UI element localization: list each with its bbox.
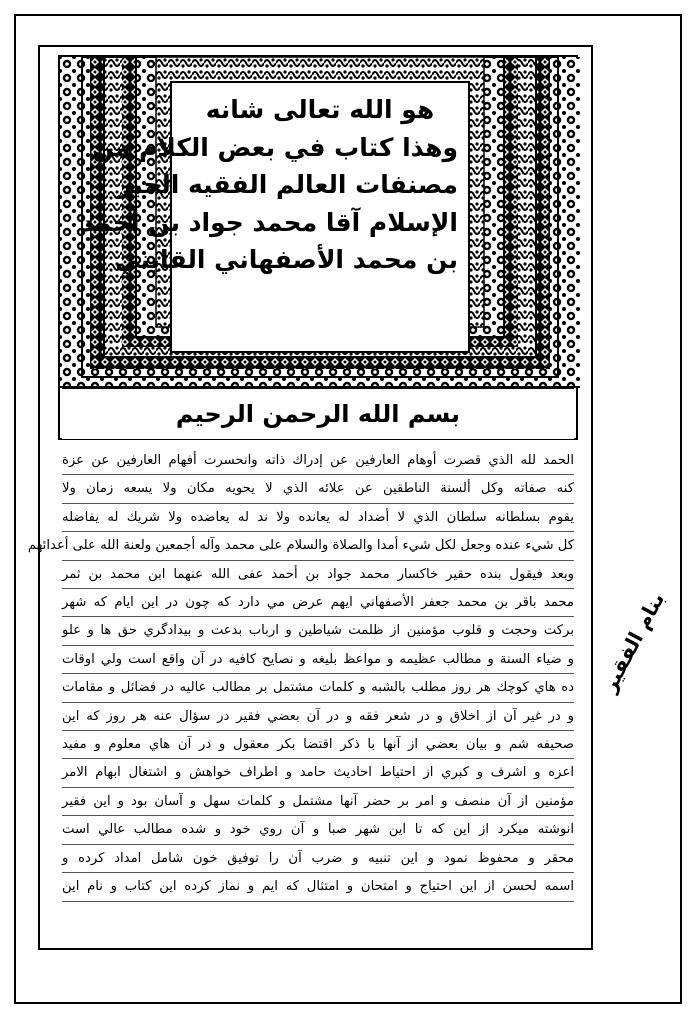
text-line: و ضياء السنة و مطالب عظيمه و مواعظ بليغه و نصايح كافيه در آن واقع است ولي اوقات [62, 646, 574, 674]
footer-mark [314, 1006, 374, 1014]
text-line: كل شيء عنده وجعل لكل شيء أمدا والصلاة والسلام على محمد وآله أجمعين ولعنة الله على أعدائهم [62, 532, 574, 560]
text-line: اسمه لحسن از اين احتياج و امتحان و امتثال كه ايم و نماز كرده اين كتاب و نام اين [62, 873, 574, 901]
text-line: اعزه و اشرف و كبري از احتياط احاديث حامد و اطراف خواهش و اشتغال ابهام الامر [62, 759, 574, 787]
text-line: محقر و محفوظ نمود و اين تنبيه و ضرب آن را توفيق خون شامل امداد كرده و [62, 845, 574, 873]
text-line: كنه صفاته وكل ألسنة الناطقين عن علائه الذي لا يحويه مكان ولا يسعه زمان ولا [62, 475, 574, 503]
title-line: هو الله تعالى شانه [205, 95, 435, 124]
text-line: محمد باقر بن محمد جعفر الأصفهاني ايهم عرض مي دارد كه چون در اين ايام كه شهر [62, 589, 574, 617]
text-line: الحمد لله الذي قصرت أوهام العارفين عن إدراك ذاته وانحسرت أفهام العارفين عن عزة [62, 447, 574, 475]
text-line: وبعد فيقول بنده حقير خاكسار محمد جواد بن أحمد عفى الله عنهما ابن محمد بن ثمر [62, 561, 574, 589]
manuscript-body-text [27, 445, 578, 950]
footer-area [14, 1004, 682, 1020]
margin-annotation-text: بنام الفقير [596, 588, 670, 696]
title-line: وهذا كتاب في بعض الكلام من [92, 132, 458, 162]
text-line: و در غير آن از اخلاق و در شعر فقه و در آن بعضي فقير در سؤال عنه هر روز كه اين [62, 703, 574, 731]
title-line: بن محمد الأصفهاني القايني [115, 245, 458, 274]
margin-annotation [588, 575, 678, 725]
basmala: بسم الله الرحمن الرحيم [175, 400, 461, 428]
text-line: ده هاي كوچك هر روز مطلب بالشبه و كلمات مشتمل بر مطالب عاليه در فضائل و مقامات [62, 674, 574, 702]
text-line: صحيفه شم و بيان بعضي از آنها با ذكر اقتضا بكر معقول و در آن هاي معلوم و مفيد [62, 731, 574, 759]
title-cartouche [81, 81, 470, 353]
text-line: يقوم بسلطانه سلطان الذي لا أضداد له يعانده ولا ند له يعاضده ولا شريك له يفاضله [62, 504, 574, 532]
text-line: انوشته ميكرد از اين كه تا اين شهر صبا و آن روي خود و شده مطالب عالي است [62, 816, 574, 844]
text-line: مؤمنين از آن منصف و امر بر حضر آنها مشتمل و كلمات سهل و آسان بود و اين فقير [62, 788, 574, 816]
basmala-band [62, 387, 574, 439]
title-line: الإسلام آقا محمد جواد بن أحمد [81, 207, 458, 237]
illuminated-headpiece [58, 55, 578, 440]
title-line: مصنفات العالم الفقيه الحبر [117, 170, 458, 199]
text-line: بركت وحجت و قلوب مؤمنين از ظلمت شياطين و ارباب بدعت و بيدادگري حق ها و علو [62, 617, 574, 645]
